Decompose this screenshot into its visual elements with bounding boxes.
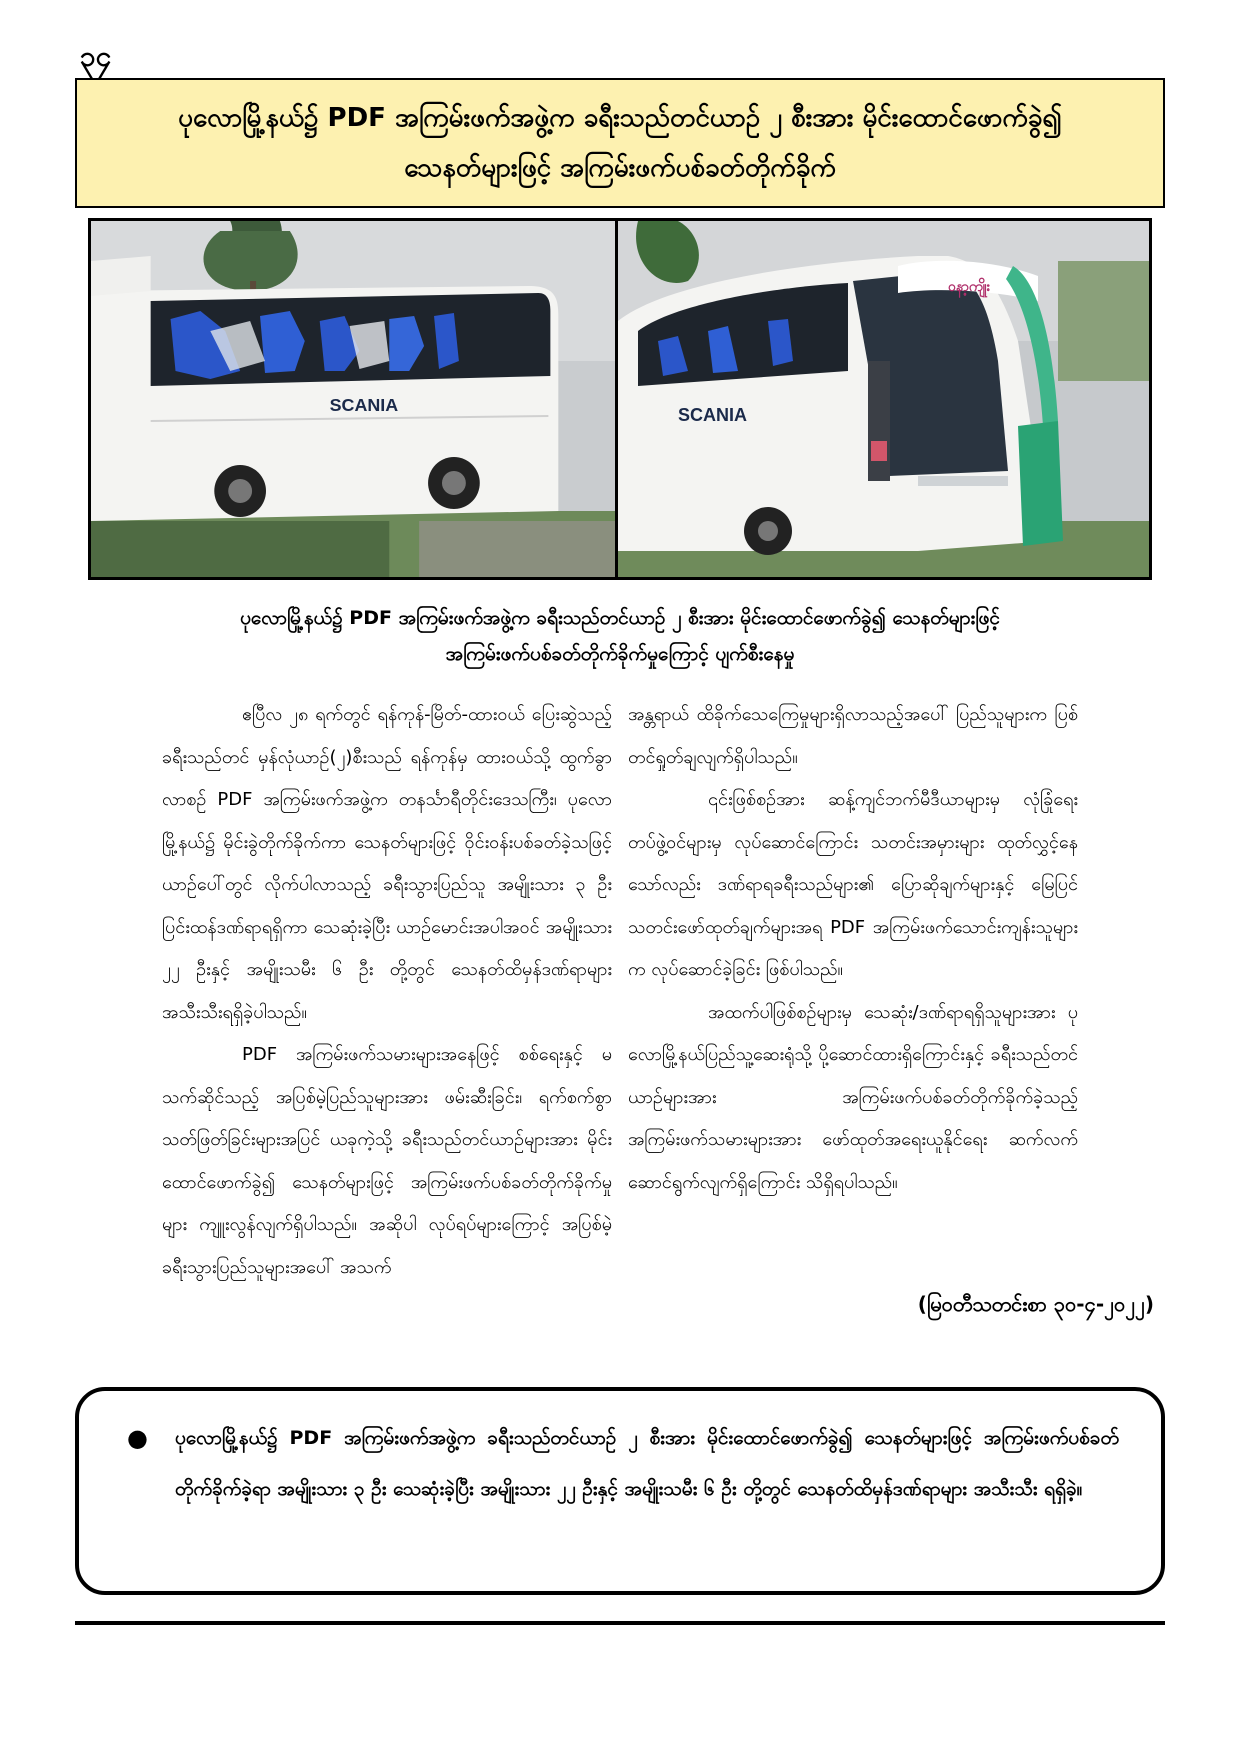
photo-strip xyxy=(88,218,1152,580)
article-paragraph: ဧပြီလ ၂၈ ရက်တွင် ရန်ကုန်-မြိတ်-ထားဝယ် ပြေးဆွဲသည့် ခရီးသည်တင် မှန်လုံယာဉ်(၂)စီးသည် ရန်ကုန်မှ ထားဝယ်သို့ ထွက်ခွာလာစဉ် PDF အကြမ်းဖက်အဖွဲ့က တနင်္သာရီတိုင်းဒေသကြီး၊ ပုလောမြို့နယ်၌ မိုင်းခွဲတိုက်ခိုက်ကာ သေနတ်များဖြင့် ဝိုင်းဝန်းပစ်ခတ်ခဲ့သဖြင့် ယာဉ်ပေါ်တွင် လိုက်ပါလာသည့် ခရီးသွားပြည်သူ အမျိုးသား ၃ ဦး ပြင်းထန်ဒဏ်ရာရရှိကာ သေဆုံးခဲ့ပြီး ယာဉ်မောင်းအပါအဝင် အမျိုးသား ၂၂ ဦးနှင့် အမျိုးသမီး ၆ ဦး တို့တွင် သေနတ်ထိမှန်ဒဏ်ရာများ အသီးသီးရရှိခဲ့ပါသည်။ xyxy=(162,704,612,1023)
photo-bus-side xyxy=(91,221,618,577)
headline-box xyxy=(75,78,1165,208)
bus-side-illustration xyxy=(91,221,615,577)
photo-caption xyxy=(140,600,1100,672)
right-bus-sign: ဝနာ့ကျိုး xyxy=(948,279,991,295)
right-bus-brand: SCANIA xyxy=(678,405,748,425)
bullet-icon: ● xyxy=(127,1424,148,1452)
headline-line-1: ပုလောမြို့နယ်၌ PDF အကြမ်းဖက်အဖွဲ့က ခရီးသည်တင်ယာဉ် ၂ စီးအား မိုင်းထောင်ဖောက်ခွဲ၍ xyxy=(178,103,1062,133)
bottom-divider xyxy=(75,1621,1165,1625)
article-paragraph: အထက်ပါဖြစ်စဉ်များမှ သေဆုံး/ဒဏ်ရာရရှိသူများအား ပုလောမြို့နယ်ပြည်သူ့ဆေးရုံသို့ ပို့ဆောင်ထားရှိကြောင်းနှင့် ခရီးသည်တင်ယာဉ်များအား အကြမ်းဖက်ပစ်ခတ်တိုက်ခိုက်ခဲ့သည့် အကြမ်းဖက်သမားများအား ဖော်ထုတ်အရေးယူနိုင်ရေး ဆက်လက်ဆောင်ရွက်လျက်ရှိကြောင်း သိရှိရပါသည်။ xyxy=(628,1001,1078,1193)
source-citation: (မြဝတီသတင်းစာ ၃၀-၄-၂၀၂၂) xyxy=(917,1292,1154,1316)
summary-box xyxy=(75,1387,1165,1595)
article-column-right xyxy=(628,694,1078,1204)
headline-line-2: သေနတ်များဖြင့် အကြမ်းဖက်ပစ်ခတ်တိုက်ခိုက် xyxy=(404,153,836,183)
left-bus-brand: SCANIA xyxy=(329,394,399,416)
photo-caption-line-1: ပုလောမြို့နယ်၌ PDF အကြမ်းဖက်အဖွဲ့က ခရီးသည်တင်ယာဉ် ၂ စီးအား မိုင်းထောင်ဖောက်ခွဲ၍ သေနတ်များဖြင့် xyxy=(240,607,1000,629)
summary-text: ပုလောမြို့နယ်၌ PDF အကြမ်းဖက်အဖွဲ့က ခရီးသည်တင်ယာဉ် ၂ စီးအား မိုင်းထောင်ဖောက်ခွဲ၍ သေနတ်များဖြင့် အကြမ်းဖက်ပစ်ခတ်တိုက်ခိုက်ခဲ့ရာ အမျိုးသား ၃ ဦး သေဆုံးခဲ့ပြီး အမျိုးသား ၂၂ ဦးနှင့် အမျိုးသမီး ၆ ဦး တို့တွင် သေနတ်ထိမှန်ဒဏ်ရာများ အသီးသီး ရရှိခဲ့။ xyxy=(175,1427,1119,1500)
bus-front-illustration xyxy=(618,221,1149,577)
article-column-left xyxy=(162,694,612,1289)
summary-item xyxy=(127,1413,1119,1515)
article-paragraph: ၎င်းဖြစ်စဉ်အား ဆန့်ကျင်ဘက်မီဒီယာများမှ လုံခြုံရေးတပ်ဖွဲ့ဝင်များမှ လုပ်ဆောင်ကြောင်း သတင်းအမှားများ ထုတ်လွှင့်နေသော်လည်း ဒဏ်ရာရခရီးသည်များ၏ ပြောဆိုချက်များနှင့် မြေပြင်သတင်းဖော်ထုတ်ချက်များအရ PDF အကြမ်းဖက်သောင်းကျန်းသူများက လုပ်ဆောင်ခဲ့ခြင်း ဖြစ်ပါသည်။ xyxy=(628,789,1078,980)
photo-caption-line-2: အကြမ်းဖက်ပစ်ခတ်တိုက်ခိုက်မှုကြောင့် ပျက်စီးနေမှု xyxy=(445,643,795,665)
page-number: ၃၄ xyxy=(80,40,112,73)
photo-bus-front xyxy=(618,221,1149,577)
article-paragraph: အန္တရာယ် ထိခိုက်သေကြေမှုများရှိလာသည့်အပေါ် ပြည်သူများက ပြစ်တင်ရှုတ်ချလျက်ရှိပါသည်။ xyxy=(628,704,1078,768)
article-paragraph: PDF အကြမ်းဖက်သမားများအနေဖြင့် စစ်ရေးနှင့် မသက်ဆိုင်သည့် အပြစ်မဲ့ပြည်သူများအား ဖမ်းဆီးခြင်း၊ ရက်စက်စွာ သတ်ဖြတ်ခြင်းများအပြင် ယခုကဲ့သို့ ခရီးသည်တင်ယာဉ်များအား မိုင်းထောင်ဖောက်ခွဲ၍ သေနတ်များဖြင့် အကြမ်းဖက်ပစ်ခတ်တိုက်ခိုက်မှုများ ကျူးလွန်လျက်ရှိပါသည်။ အဆိုပါ လုပ်ရပ်များကြောင့် အပြစ်မဲ့ခရီးသွားပြည်သူများအပေါ် အသက် xyxy=(162,1044,612,1278)
